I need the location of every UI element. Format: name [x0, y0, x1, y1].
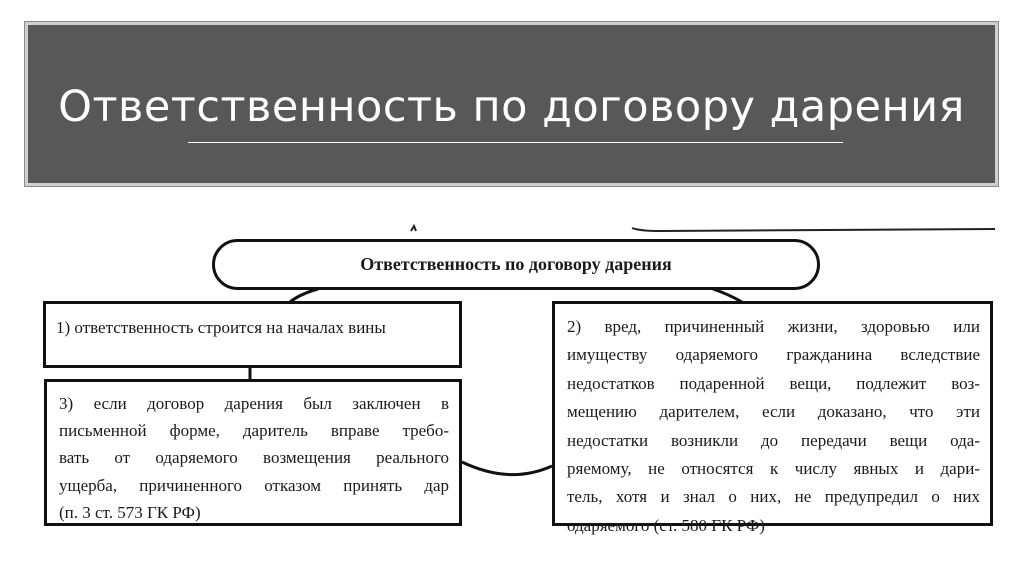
slide-title: Ответственность по договору дарения	[58, 82, 965, 132]
box3-line: письменной форме, даритель вправе требо-	[59, 421, 449, 441]
scan-artifact-line	[632, 228, 995, 231]
connector-box3-box2	[462, 462, 552, 475]
diagram-header-text: Ответственность по договору дарения	[360, 254, 672, 274]
box2-line: одаряемого (ст. 580 ГК РФ)	[567, 515, 765, 535]
diagram-box-3	[44, 379, 462, 526]
box2-line: недостатки возникли до передачи вещи ода-	[567, 430, 980, 450]
diagram-box-2	[552, 301, 993, 535]
box3-line: вать от одаряемого возмещения реального	[59, 448, 449, 468]
box2-line: имуществу одаряемого гражданина вследствие	[567, 345, 980, 365]
box2-line: тель, хотя и знал о них, не предупредил о них	[567, 487, 980, 507]
box3-line: ущерба, причиненного отказом принять дар	[59, 475, 449, 495]
box2-line: 2) вред, причиненный жизни, здоровью или	[567, 317, 980, 336]
box2-line: недостатков подаренной вещи, подлежит воз-	[567, 373, 980, 393]
box2-line: мещению дарителем, если доказано, что эти	[567, 402, 980, 422]
box1-line: 1) ответственность строится на началах вины	[56, 318, 386, 337]
box2-line: ряемому, не относятся к числу явных и дари-	[567, 459, 980, 479]
box3-line: 3) если договор дарения был заключен в	[59, 394, 449, 413]
diagram-box-1	[43, 301, 462, 368]
box3-line: (п. 3 ст. 573 ГК РФ)	[59, 502, 201, 522]
scan-artifact-mark	[411, 226, 416, 231]
diagram-header	[212, 239, 820, 290]
